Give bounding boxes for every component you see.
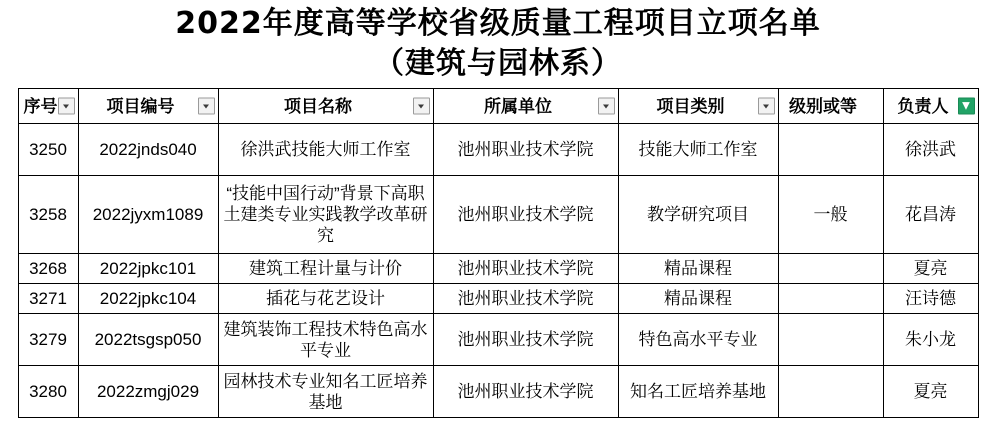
cell-unit: 池州职业技术学院 [433,366,618,418]
filter-dropdown-icon[interactable] [598,98,615,115]
cell-unit: 池州职业技术学院 [433,124,618,176]
cell-index: 3271 [18,284,78,314]
cell-unit: 池州职业技术学院 [433,284,618,314]
filter-dropdown-icon[interactable] [58,98,75,115]
cell-project-code: 2022zmgj029 [78,366,218,418]
cell-leader: 夏亮 [883,366,978,418]
column-header-project-name[interactable] [218,89,433,124]
cell-leader: 朱小龙 [883,314,978,366]
table-row [18,176,978,254]
cell-category: 教学研究项目 [618,176,778,254]
cell-project-name: 建筑装饰工程技术特色高水平专业 [218,314,433,366]
cell-category: 知名工匠培养基地 [618,366,778,418]
column-header-leader[interactable] [883,89,978,124]
cell-level [778,124,883,176]
column-header-project-code[interactable] [78,89,218,124]
table-row [18,284,978,314]
column-header-label: 级别或等 [789,96,857,116]
cell-project-name: 园林技术专业知名工匠培养基地 [218,366,433,418]
cell-level [778,284,883,314]
table-row [18,366,978,418]
cell-project-code: 2022jpkc101 [78,254,218,284]
cell-category: 精品课程 [618,284,778,314]
column-header-unit[interactable] [433,89,618,124]
cell-leader: 夏亮 [883,254,978,284]
cell-category: 特色高水平专业 [618,314,778,366]
column-header-label: 序号 [23,96,58,116]
cell-leader: 汪诗德 [883,284,978,314]
column-header-label: 项目编号 [106,96,175,116]
table-header-row [18,89,978,124]
cell-category: 精品课程 [618,254,778,284]
column-header-label: 所属单位 [484,96,552,116]
cell-project-name: 插花与花艺设计 [218,284,433,314]
cell-unit: 池州职业技术学院 [433,314,618,366]
cell-index: 3250 [18,124,78,176]
cell-level: 一般 [778,176,883,254]
document-title [0,0,996,84]
cell-leader: 徐洪武 [883,124,978,176]
filter-active-icon[interactable]: ▼ [958,98,975,115]
cell-project-name: “技能中国行动”背景下高职土建类专业实践教学改革研究 [218,176,433,254]
cell-project-name: 徐洪武技能大师工作室 [218,124,433,176]
cell-project-code: 2022jpkc104 [78,284,218,314]
table-row [18,254,978,284]
cell-unit: 池州职业技术学院 [433,176,618,254]
project-list-table [18,88,979,418]
column-header-category[interactable] [618,89,778,124]
cell-project-code: 2022tsgsp050 [78,314,218,366]
filter-dropdown-icon[interactable] [198,98,215,115]
cell-level [778,366,883,418]
cell-project-code: 2022jyxm1089 [78,176,218,254]
cell-category: 技能大师工作室 [618,124,778,176]
cell-project-code: 2022jnds040 [78,124,218,176]
column-header-level[interactable] [778,89,883,124]
filter-dropdown-icon[interactable] [413,98,430,115]
filter-dropdown-icon[interactable] [758,98,775,115]
column-header-label: 项目类别 [656,96,725,116]
column-header-label: 负责人 [897,96,949,116]
cell-project-name: 建筑工程计量与计价 [218,254,433,284]
cell-index: 3258 [18,176,78,254]
cell-index: 3280 [18,366,78,418]
cell-unit: 池州职业技术学院 [433,254,618,284]
table-row [18,124,978,176]
column-header-label: 项目名称 [284,96,352,116]
title-line-1: 2022年度高等学校省级质量工程项目立项名单 [175,6,821,41]
cell-level [778,314,883,366]
cell-index: 3268 [18,254,78,284]
cell-index: 3279 [18,314,78,366]
cell-level [778,254,883,284]
title-line-2: （建筑与园林系） [374,46,622,81]
column-header-index[interactable] [18,89,78,124]
table-row [18,314,978,366]
cell-leader: 花昌涛 [883,176,978,254]
